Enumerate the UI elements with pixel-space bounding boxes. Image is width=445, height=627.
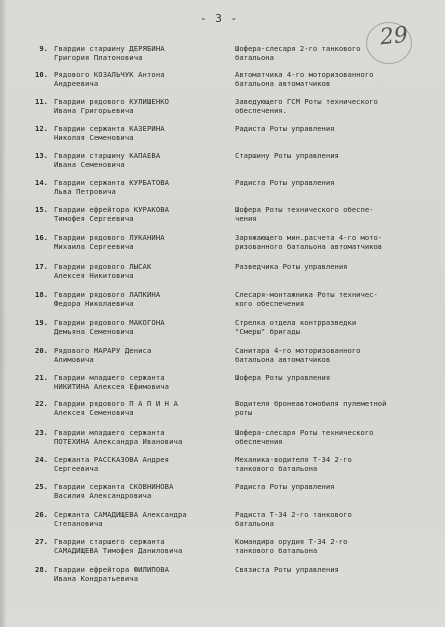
awardee-name	[54, 399, 229, 417]
awardee-name	[54, 373, 229, 391]
award-entry	[0, 510, 445, 540]
awardee-position	[235, 318, 420, 336]
awardee-name-line: Гвардии старшего сержанта	[54, 537, 165, 546]
award-entry	[0, 151, 445, 181]
awardee-name-line: Гвардии рядового ЛАПКИНА	[54, 290, 161, 299]
awardee-position-line: танкового батальона	[235, 546, 318, 555]
entry-number: 16.	[35, 233, 48, 242]
awardee-position-line: ризованного батальона автоматчиков	[235, 242, 383, 251]
awardee-position	[235, 97, 420, 115]
entry-number: 14.	[35, 178, 48, 187]
awardee-name-line: Гвардии ефрейтора ФИЛИПОВА	[54, 565, 170, 574]
awardee-name-line: Гвардии рядового ЛЫСАК	[54, 262, 152, 271]
entry-number: 26.	[35, 510, 48, 519]
awardee-position-line: Командира орудия Т-34 2-го	[235, 537, 348, 546]
awardee-name-line: Степановича	[54, 519, 103, 528]
awardee-name-line: Гвардии старшину КАПАЕВА	[54, 151, 161, 160]
awardee-name-line: Сергеевича	[54, 464, 99, 473]
awardee-position-line: Автоматчика 4-го моторизованного	[235, 70, 374, 79]
awardee-name-line: Николая Семеновича	[54, 133, 134, 142]
award-entry	[0, 178, 445, 208]
awardee-name-line: Рядового МАРАРУ Дениса	[54, 346, 152, 355]
awardee-name	[54, 151, 229, 169]
awardee-position	[235, 510, 420, 528]
awardee-name	[54, 290, 229, 308]
awardee-position-line: Слесаря-монтажника Роты техничес-	[235, 290, 378, 299]
awardee-position-line: Шофера Роты управления	[235, 373, 331, 382]
awardee-name-line: НИКИТИНА Алексея Ефимовича	[54, 382, 170, 391]
awardee-position	[235, 565, 420, 574]
awardee-name-line: Ивана Григорьевича	[54, 106, 134, 115]
awardee-position-line: батальона автоматчиков	[235, 79, 331, 88]
awardee-name-line: Гвардии старшину ДЕРЯБИНА	[54, 44, 165, 53]
handwritten-page-annotation: 29	[378, 22, 410, 51]
awardee-name-line: Михаила Сергеевича	[54, 242, 134, 251]
entry-number: 21.	[35, 373, 48, 382]
awardee-name	[54, 97, 229, 115]
awardee-position	[235, 178, 420, 187]
entry-number: 9.	[39, 44, 48, 53]
awardee-name-line: Льва Петровича	[54, 187, 116, 196]
awardee-position-line: Радиста Роты управления	[235, 124, 335, 133]
awardee-name-line: Гвардии рядового МАКОГОНА	[54, 318, 165, 327]
awardee-name	[54, 233, 229, 251]
award-entry	[0, 399, 445, 429]
awardee-position-line: батальона	[235, 519, 274, 528]
award-entry	[0, 205, 445, 235]
award-entry	[0, 428, 445, 458]
awardee-name-line: Алексея Никитовича	[54, 271, 134, 280]
awardee-name-line: Ивана Семеновича	[54, 160, 125, 169]
awardee-position	[235, 205, 420, 223]
awardee-name	[54, 205, 229, 223]
awardee-position-line: Шофера-слесаря 2-го танкового	[235, 44, 361, 53]
awardee-position	[235, 151, 420, 160]
awardee-position-line: Радиста Т-34 2-го танкового	[235, 510, 352, 519]
awardee-name	[54, 537, 229, 555]
award-entry	[0, 537, 445, 567]
awardee-position-line: Старшину Роты управления	[235, 151, 339, 160]
awardee-position	[235, 290, 420, 308]
awardee-name	[54, 318, 229, 336]
awardee-name-line: Сержанта РАССКАЗОВА Андрея	[54, 455, 170, 464]
entry-number: 13.	[35, 151, 48, 160]
awardee-name-line: САМАДИЩЕВА Тимофея Даниловича	[54, 546, 183, 555]
awardee-position	[235, 262, 420, 271]
awardee-position	[235, 399, 420, 417]
award-entry	[0, 565, 445, 595]
awardee-position-line: обеспечения.	[235, 106, 287, 115]
awardee-name-line: Григория Платоновича	[54, 53, 143, 62]
entry-number: 19.	[35, 318, 48, 327]
awardee-position-line: Стрелка отдела контрразведки	[235, 318, 357, 327]
awardee-position-line: батальона автоматчиков	[235, 355, 331, 364]
award-entry	[0, 346, 445, 376]
entry-number: 23.	[35, 428, 48, 437]
award-entry	[0, 70, 445, 100]
awardee-position	[235, 124, 420, 133]
award-entry	[0, 455, 445, 485]
awardee-position-line: Водителя бронеавтомобиля пулеметной	[235, 399, 387, 408]
entry-number: 12.	[35, 124, 48, 133]
awardee-name-line: Алексея Семеновича	[54, 408, 134, 417]
awardee-name-line: Гвардии рядового ЛУКАНИНА	[54, 233, 165, 242]
award-entry	[0, 124, 445, 154]
awardee-name	[54, 428, 229, 446]
awardee-position	[235, 455, 420, 473]
awardee-position	[235, 428, 420, 446]
awardee-name-line: Гвардии сержанта КАЗЕРИНА	[54, 124, 165, 133]
awardee-name-line: Ивана Кондратьевича	[54, 574, 139, 583]
awardee-position	[235, 346, 420, 364]
awardee-name	[54, 565, 229, 583]
awardee-name-line: Гвардии рядового КУЛИШЕНКО	[54, 97, 170, 106]
entry-number: 28.	[35, 565, 48, 574]
awardee-position	[235, 70, 420, 88]
awardee-name-line: Гвардии младшего сержанта	[54, 428, 165, 437]
awardee-position-line: Радиста Роты управления	[235, 482, 335, 491]
awardee-name	[54, 455, 229, 473]
award-entry	[0, 290, 445, 320]
awardee-position-line: Радиста Роты управления	[235, 178, 335, 187]
award-entry	[0, 233, 445, 263]
award-entry	[0, 482, 445, 512]
awardee-position-line: Заведующего ГСМ Роты технического	[235, 97, 378, 106]
awardee-name-line: Андреевича	[54, 79, 99, 88]
entry-number: 27.	[35, 537, 48, 546]
awardee-position-line: танкового батальона	[235, 464, 318, 473]
awardee-name-line: ПОТЕХИНА Александра Ивановича	[54, 437, 183, 446]
awardee-position-line: роты	[235, 408, 253, 417]
awardee-name	[54, 178, 229, 196]
awardee-name	[54, 124, 229, 142]
awardee-position-line: Санитара 4-го моторизованного	[235, 346, 361, 355]
awardee-position	[235, 482, 420, 491]
awardee-position-line: "Смерш" бригады	[235, 327, 300, 336]
awardee-name-line: Гвардии ефрейтора КУРАКОВА	[54, 205, 170, 214]
awardee-name-line: Сержанта САМАДИЩЕВА Александра	[54, 510, 187, 519]
awardee-name-line: Гвардии сержанта КУРБАТОВА	[54, 178, 170, 187]
awardee-position-line: Механика-водителя Т-34 2-го	[235, 455, 352, 464]
page-number: - 3 -	[200, 12, 239, 25]
awardee-position	[235, 537, 420, 555]
awardee-name-line: Гвардии младшего сержанта	[54, 373, 165, 382]
awardee-position-line: обеспечения	[235, 437, 283, 446]
awardee-position-line: Шофера Роты технического обеспе-	[235, 205, 374, 214]
awardee-name	[54, 70, 229, 88]
awardee-position-line: чения	[235, 214, 257, 223]
awardee-name-line: Василия Александровича	[54, 491, 152, 500]
awardee-name	[54, 44, 229, 62]
awardee-position-line: Заряжающего мин.расчета 4-го мото-	[235, 233, 383, 242]
entry-number: 24.	[35, 455, 48, 464]
awardee-name-line: Тимофея Сергеевича	[54, 214, 134, 223]
awardee-name	[54, 346, 229, 364]
awardee-position-line: батальона	[235, 53, 274, 62]
award-entry	[0, 318, 445, 348]
entry-number: 10.	[35, 70, 48, 79]
awardee-position-line: кого обеспечения	[235, 299, 305, 308]
awardee-position	[235, 44, 420, 62]
entry-number: 22.	[35, 399, 48, 408]
awardee-position	[235, 373, 420, 382]
awardee-position-line: Шофера-слесаря Роты технического	[235, 428, 374, 437]
awardee-name	[54, 510, 229, 528]
awardee-name	[54, 482, 229, 500]
award-entry	[0, 97, 445, 127]
awardee-name	[54, 262, 229, 280]
awardee-position-line: Разведчика Роты управления	[235, 262, 348, 271]
entry-number: 15.	[35, 205, 48, 214]
entry-number: 25.	[35, 482, 48, 491]
entry-number: 18.	[35, 290, 48, 299]
awardee-position-line: Связиста Роты управления	[235, 565, 339, 574]
awardee-name-line: Гвардии сержанта СКОВНИНОВА	[54, 482, 174, 491]
entry-number: 17.	[35, 262, 48, 271]
entry-number: 11.	[35, 97, 48, 106]
awardee-name-line: Федора Николаевича	[54, 299, 134, 308]
awardee-name-line: Гвардии рядового П А П И Н А	[54, 399, 178, 408]
entry-number: 20.	[35, 346, 48, 355]
awardee-name-line: Демьяна Семеновича	[54, 327, 134, 336]
awardee-name-line: Рядового КОЗАЛЬЧУК Антона	[54, 70, 165, 79]
awardee-position	[235, 233, 420, 251]
award-entry	[0, 262, 445, 292]
awardee-name-line: Алимовича	[54, 355, 94, 364]
